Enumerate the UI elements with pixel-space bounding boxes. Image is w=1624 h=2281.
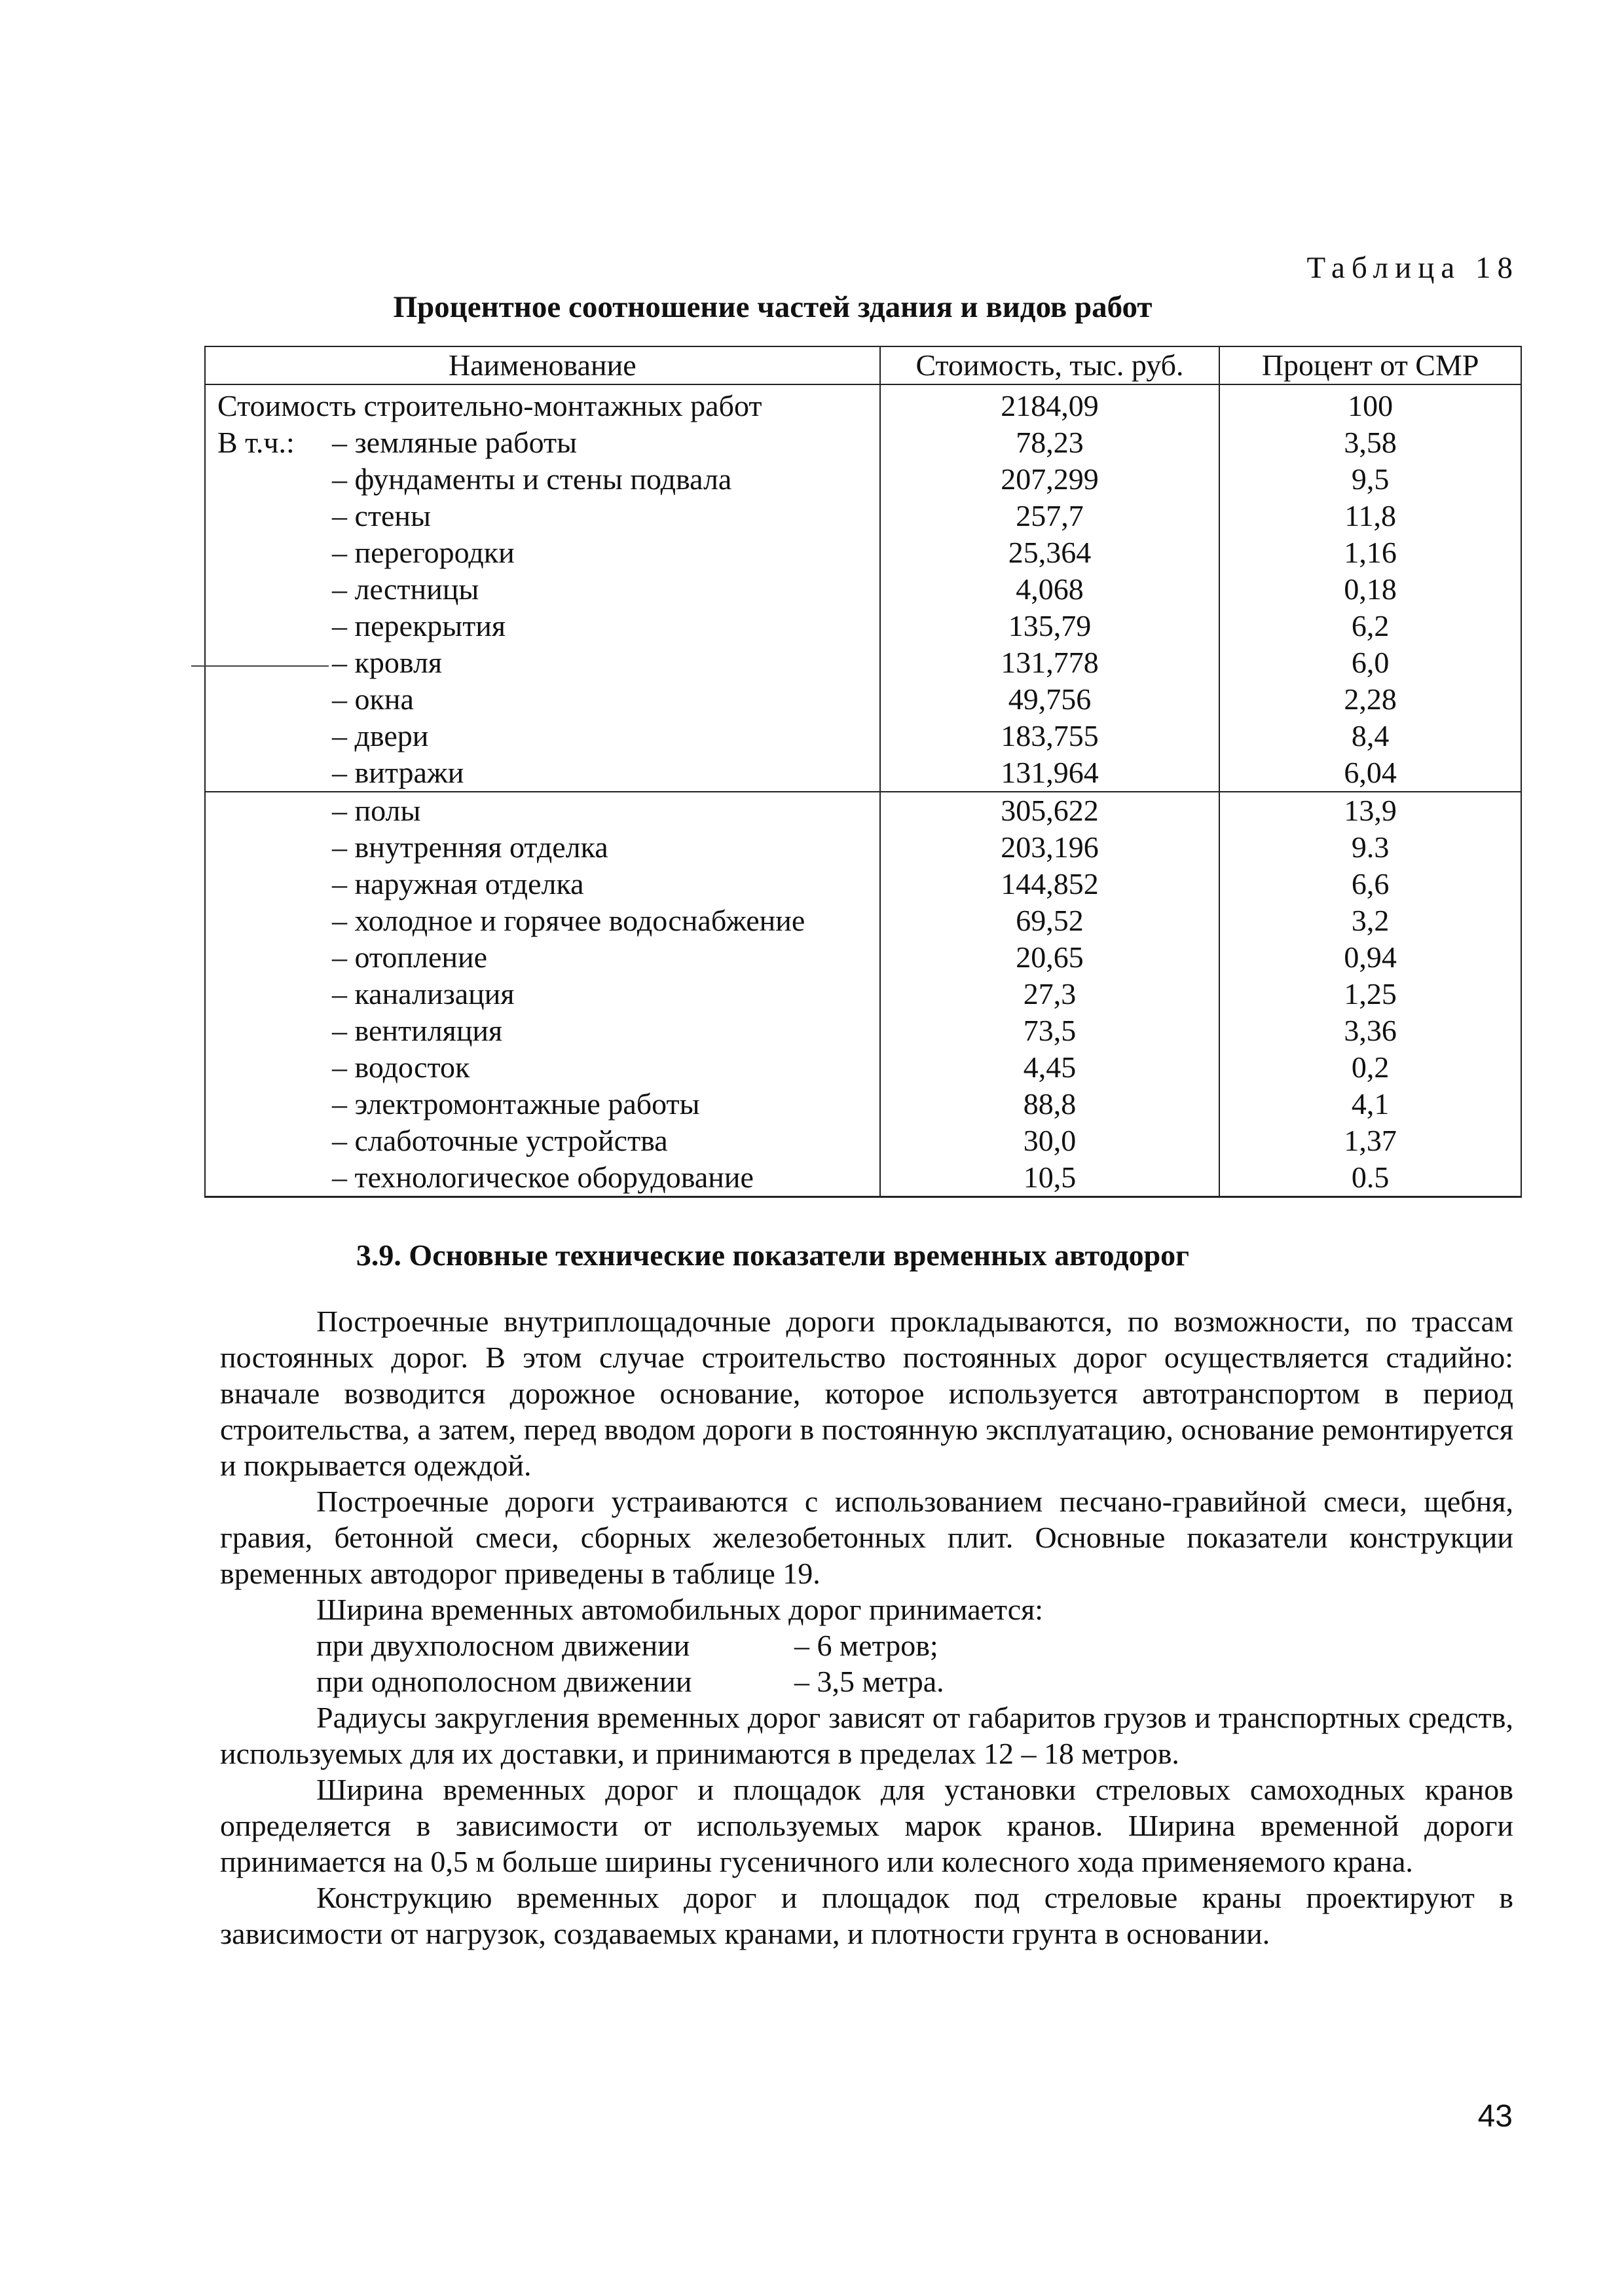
row-percent: 3,2	[1219, 902, 1521, 939]
width-two-lane	[316, 1627, 938, 1663]
row-cost: 131,964	[880, 754, 1220, 792]
row-cost: 20,65	[880, 939, 1220, 976]
row-name-text: – канализация	[332, 977, 515, 1011]
total-cost: 2184,09	[880, 384, 1220, 424]
row-percent: 0,18	[1219, 571, 1521, 608]
row-cost: 4,068	[880, 571, 1220, 608]
width-one-lane	[316, 1663, 944, 1699]
paragraph-3	[220, 1591, 1513, 1627]
row-percent: 6,0	[1219, 644, 1521, 681]
row-cost: 135,79	[880, 608, 1220, 644]
row-name-text: – стены	[332, 499, 431, 532]
cost-table	[204, 346, 1522, 1198]
row-name	[205, 571, 880, 608]
row-name-text: – лестницы	[332, 572, 479, 606]
row-cost: 30,0	[880, 1122, 1220, 1159]
paragraph-4	[220, 1699, 1513, 1771]
row-percent: 0,2	[1219, 1049, 1521, 1086]
row-cost: 305,622	[880, 792, 1220, 829]
table-row	[205, 792, 1521, 829]
paragraph-3-text: Ширина временных автомобильных дорог принимается:	[316, 1593, 1044, 1626]
width-one-lane-label: при однополосном движении	[316, 1665, 692, 1698]
row-percent: 1,37	[1219, 1122, 1521, 1159]
page-number: 43	[1477, 2099, 1513, 2134]
row-percent: 0.5	[1219, 1159, 1521, 1197]
table-row-total	[205, 384, 1521, 424]
row-name	[205, 866, 880, 902]
row-percent: 1,16	[1219, 534, 1521, 571]
table-row	[205, 1086, 1521, 1122]
row-percent: 2,28	[1219, 681, 1521, 718]
header-cost: Стоимость, тыс. руб.	[880, 346, 1220, 384]
paragraph-5	[220, 1771, 1513, 1880]
row-name-text: – электромонтажные работы	[332, 1087, 700, 1121]
paragraph-5-text: Ширина временных дорог и площадок для установки стреловых самоходных кранов определяется в зависимости от используемых марок кранов. Ширина временной дороги принимается на 0,5 м больше ширины гусеничного или колесного хода применяемого крана.	[220, 1773, 1513, 1878]
table-header-row	[205, 346, 1521, 384]
table-row	[205, 829, 1521, 866]
scan-artifact-line	[191, 665, 329, 667]
table-row	[205, 644, 1521, 681]
row-name	[205, 534, 880, 571]
row-name	[205, 829, 880, 866]
row-cost: 73,5	[880, 1012, 1220, 1049]
row-name-text: – водосток	[332, 1050, 470, 1084]
row-percent: 6,6	[1219, 866, 1521, 902]
row-name	[205, 976, 880, 1012]
row-name	[205, 792, 880, 829]
row-name-text: – полы	[332, 794, 421, 827]
section-title: 3.9. Основные технические показатели временных автодорог	[356, 1238, 1190, 1272]
row-name	[205, 644, 880, 681]
paragraph-2-text: Построечные дороги устраиваются с использованием песчано-гравийной смеси, щебня, гравия, бетонной смеси, сборных железобетонных плит. Основные показатели конструкции временных автодорог приведены в таблице 19.	[220, 1485, 1513, 1590]
row-percent: 6,2	[1219, 608, 1521, 644]
table-row	[205, 1012, 1521, 1049]
row-cost: 25,364	[880, 534, 1220, 571]
row-name	[205, 1012, 880, 1049]
row-name-text: – перекрытия	[332, 609, 506, 642]
width-two-lane-value: – 6 метров;	[794, 1629, 938, 1662]
row-name	[205, 681, 880, 718]
paragraph-1-text: Построечные внутриплощадочные дороги прокладываются, по возможности, по трассам постоянных дорог. В этом случае строительство постоянных дорог осуществляется стадийно: вначале возводится дорожное основание, которое используется автотранспортом в период строительства, а затем, перед вводом дороги в постоянную эксплуатацию, основание ремонтируется и покрывается одеждой.	[220, 1305, 1513, 1482]
table-title: Процентное соотношение частей здания и видов работ	[393, 290, 1153, 324]
row-name-text: – технологическое оборудование	[332, 1160, 754, 1194]
row-name-text: – отопление	[332, 940, 488, 974]
row-cost: 203,196	[880, 829, 1220, 866]
row-percent: 11,8	[1219, 498, 1521, 534]
table-row	[205, 754, 1521, 792]
paragraph-6-text: Конструкцию временных дорог и площадок под стреловые краны проектируют в зависимости от нагрузок, создаваемых кранами, и плотности грунта в основании.	[220, 1881, 1513, 1950]
table-row	[205, 534, 1521, 571]
table-row	[205, 424, 1521, 461]
paragraph-4-text: Радиусы закругления временных дорог зависят от габаритов грузов и транспортных средств, используемых для их доставки, и принимаются в пределах 12 – 18 метров.	[220, 1701, 1513, 1770]
header-name: Наименование	[205, 346, 880, 384]
width-one-lane-value: – 3,5 метра.	[794, 1665, 944, 1698]
table-row	[205, 1159, 1521, 1197]
row-name-text: – земляные работы	[332, 426, 577, 459]
row-name	[205, 608, 880, 644]
row-name-text: – слаботочные устройства	[332, 1124, 668, 1157]
width-two-lane-label: при двухполосном движении	[316, 1629, 690, 1662]
row-percent: 13,9	[1219, 792, 1521, 829]
row-lead-label: В т.ч.:	[217, 426, 295, 459]
row-name-text: – наружная отделка	[332, 867, 584, 900]
row-cost: 257,7	[880, 498, 1220, 534]
row-name	[205, 1122, 880, 1159]
table-row	[205, 571, 1521, 608]
row-percent: 1,25	[1219, 976, 1521, 1012]
table-row	[205, 718, 1521, 754]
table-row	[205, 902, 1521, 939]
row-name	[205, 1086, 880, 1122]
row-name	[205, 718, 880, 754]
row-name-text: – перегородки	[332, 536, 515, 569]
row-name	[205, 1159, 880, 1197]
row-percent: 9.3	[1219, 829, 1521, 866]
row-cost: 144,852	[880, 866, 1220, 902]
row-name-text: – холодное и горячее водоснабжение	[332, 904, 805, 937]
row-cost: 49,756	[880, 681, 1220, 718]
row-name-text: – внутренняя отделка	[332, 830, 608, 864]
row-name	[205, 754, 880, 792]
row-name	[205, 902, 880, 939]
row-cost: 88,8	[880, 1086, 1220, 1122]
table-row	[205, 608, 1521, 644]
row-name	[205, 1049, 880, 1086]
row-name-text: – окна	[332, 682, 414, 716]
row-percent: 9,5	[1219, 461, 1521, 498]
row-name	[205, 461, 880, 498]
row-cost: 207,299	[880, 461, 1220, 498]
row-percent: 3,36	[1219, 1012, 1521, 1049]
table-row	[205, 1122, 1521, 1159]
row-name-text: – кровля	[332, 646, 443, 679]
table-row	[205, 1049, 1521, 1086]
row-name	[205, 424, 880, 461]
row-cost: 131,778	[880, 644, 1220, 681]
row-percent: 0,94	[1219, 939, 1521, 976]
paragraph-6	[220, 1880, 1513, 1952]
row-name	[205, 939, 880, 976]
row-cost: 69,52	[880, 902, 1220, 939]
row-percent: 3,58	[1219, 424, 1521, 461]
table-row	[205, 681, 1521, 718]
total-percent: 100	[1219, 384, 1521, 424]
row-percent: 6,04	[1219, 754, 1521, 792]
row-name-text: – витражи	[332, 756, 464, 789]
table-label: Таблица 18	[1306, 251, 1519, 285]
table-row	[205, 866, 1521, 902]
row-cost: 27,3	[880, 976, 1220, 1012]
table-row	[205, 461, 1521, 498]
row-percent: 4,1	[1219, 1086, 1521, 1122]
table-row	[205, 939, 1521, 976]
header-percent: Процент от СМР	[1219, 346, 1521, 384]
paragraph-1	[220, 1303, 1513, 1483]
row-name-text: – вентиляция	[332, 1014, 503, 1047]
row-cost: 10,5	[880, 1159, 1220, 1197]
row-cost: 4,45	[880, 1049, 1220, 1086]
row-percent: 8,4	[1219, 718, 1521, 754]
table-row	[205, 498, 1521, 534]
table-row	[205, 976, 1521, 1012]
row-name	[205, 498, 880, 534]
row-cost: 78,23	[880, 424, 1220, 461]
paragraph-2	[220, 1483, 1513, 1591]
row-cost: 183,755	[880, 718, 1220, 754]
row-name-text: – фундаменты и стены подвала	[332, 462, 732, 496]
total-name: Стоимость строительно-монтажных работ	[205, 384, 880, 424]
row-name-text: – двери	[332, 719, 429, 752]
